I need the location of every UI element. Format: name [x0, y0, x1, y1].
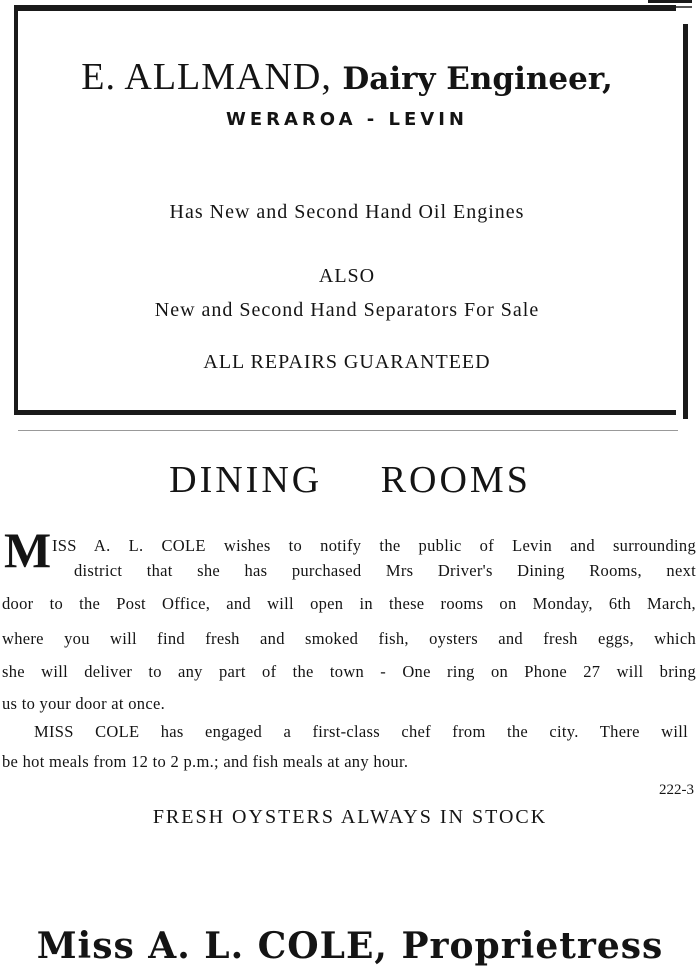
allmand-line-also: ALSO [318, 265, 376, 287]
proprietress-signature: Miss A. L. COLE, Proprietress [36, 925, 664, 967]
allmand-trade: Dairy Engineer, [342, 61, 613, 97]
allmand-line-oil-engines: Has New and Second Hand Oil Engines [169, 201, 525, 223]
right-border-rule [683, 24, 688, 419]
body-line: she will deliver to any part of the town - One ring on Phone 27 will bring [2, 662, 696, 681]
allmand-line-repairs: ALL REPAIRS GUARANTEED [203, 351, 491, 373]
ad-reference-number: 222-3 [659, 782, 694, 798]
body-line: us to your door at once. [2, 694, 165, 713]
body-line: door to the Post Office, and will open in these rooms on Monday, 6th March, [2, 594, 696, 613]
fresh-oysters-line: FRESH OYSTERS ALWAYS IN STOCK [152, 806, 548, 828]
dining-rooms-title: DINING ROOMS [169, 459, 531, 501]
column-separator [18, 430, 678, 431]
allmand-line-separators: New and Second Hand Separators For Sale [154, 299, 540, 321]
body-line: district that she has purchased Mrs Driver's Dining Rooms, next [74, 561, 696, 580]
allmand-advertisement [14, 5, 676, 415]
body-line: where you will find fresh and smoked fish, oysters and fresh eggs, which [2, 629, 696, 648]
allmand-name: E. ALLMAND, [81, 56, 332, 98]
body-line: ISS A. L. COLE wishes to notify the public of Levin and surrounding [52, 536, 696, 555]
drop-cap: M [4, 522, 52, 578]
body-line: MISS COLE has engaged a first-class chef from the city. There will [34, 722, 688, 741]
body-line: be hot meals from 12 to 2 p.m.; and fish meals at any hour. [2, 752, 409, 771]
allmand-title [18, 55, 676, 99]
allmand-location: WERAROA - LEVIN [225, 109, 468, 130]
